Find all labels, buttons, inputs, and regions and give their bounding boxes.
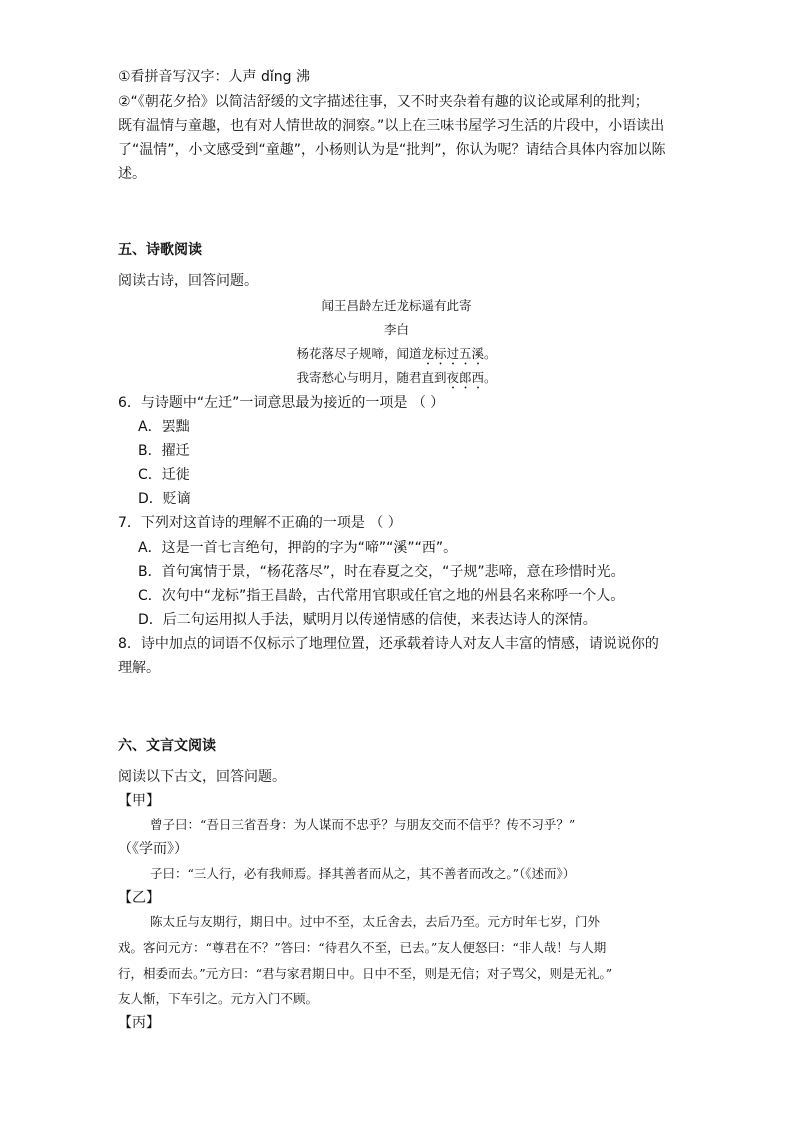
passage-label-bing: 【丙】 — [118, 1015, 160, 1031]
passage-label-yi: 【乙】 — [118, 890, 160, 906]
question-7: 7．下列对这首诗的理解不正确的一项是 （ ） — [118, 515, 402, 531]
question-7-option-b: B．首句寓情于景，“杨花落尽”，时在春夏之交，“子规”悲啼，意在珍惜时光。 — [138, 564, 625, 580]
section-heading-poetry: 五、诗歌阅读 — [118, 242, 202, 258]
poem-dotted-word-longbiao: 龙标过五溪 — [421, 346, 484, 361]
poem-line-1 — [0, 344, 793, 368]
question-7-option-d: D．后二句运用拟人手法，赋明月以传递情感的信使，来表达诗人的深情。 — [138, 612, 597, 628]
question-8-line-1: 8．诗中加点的词语不仅标示了地理位置，还承载着诗人对友人丰富的情感，请说说你的 — [118, 636, 659, 652]
question-2-line-4: 述。 — [118, 166, 146, 182]
question-2-line-3: 了“温情”，小文感受到“童趣”，小杨则认为是“批判”，你认为呢？请结合具体内容加以陈 — [118, 142, 666, 158]
question-2-line-2: 既有温情与童趣，也有对人情世故的洞察。”以上在三味书屋学习生活的片段中，小语读出 — [118, 118, 665, 134]
poem-line-1-post: 。 — [484, 346, 497, 361]
yi-line-1: 陈太丘与友期行，期日中。过中不至，太丘舍去，去后乃至。元方时年七岁，门外 — [150, 914, 601, 929]
question-6-option-a: A．罢黜 — [138, 419, 190, 435]
question-6-option-c: C．迁徙 — [138, 467, 190, 483]
question-2-line-1: ②“《朝花夕拾》以简洁舒缓的文字描述往事，又不时夹杂着有趣的议论或犀利的批判； — [118, 94, 649, 110]
question-7-option-a: A．这是一首七言绝句，押韵的字为“啼”“溪”“西”。 — [138, 540, 458, 556]
poetry-instruction: 阅读古诗，回答问题。 — [118, 273, 258, 289]
poem-line-2 — [0, 368, 793, 392]
section-heading-classical: 六、文言文阅读 — [118, 738, 216, 754]
jia-paragraph-2: 子曰：“三人行，必有我师焉。择其善者而从之，其不善者而改之。”（《述而》） — [150, 866, 576, 881]
jia-paragraph-1-source: （《学而》） — [118, 841, 188, 857]
question-6: 6．与诗题中“左迁”一词意思最为接近的一项是 （ ） — [118, 395, 445, 411]
poem-title: 闻王昌龄左迁龙标遥有此寄 — [321, 298, 472, 313]
question-7-option-c: C．次句中“龙标”指王昌龄，古代常用官职或任官之地的州县名来称呼一个人。 — [138, 588, 625, 604]
poem-line-2-post: 。 — [484, 370, 497, 385]
poem-line-1-pre: 杨花落尽子规啼，闻道 — [296, 346, 422, 361]
passage-label-jia: 【甲】 — [118, 793, 160, 809]
question-8-line-2: 理解。 — [118, 660, 160, 676]
jia-paragraph-1: 曾子曰：“吾日三省吾身：为人谋而不忠乎？与朋友交而不信乎？传不习乎？” — [150, 817, 576, 832]
yi-line-2: 戏。客问元方：“尊君在不？”答曰：“待君久不至，已去。”友人便怒曰：“非人哉！与人期 — [118, 940, 607, 955]
poem-line-2-pre: 我寄愁心与明月，随君直到 — [296, 370, 447, 385]
poem-author: 李白 — [383, 322, 409, 337]
yi-line-3: 行，相委而去。”元方曰：“君与家君期日中。日中不至，则是无信；对子骂父，则是无礼。” — [118, 966, 613, 981]
classical-instruction: 阅读以下古文，回答问题。 — [118, 769, 286, 785]
question-1-pinyin: ①看拼音写汉字：人声 dǐng 沸 — [118, 69, 310, 85]
yi-line-4: 友人惭，下车引之。元方入门不顾。 — [118, 991, 319, 1006]
question-6-option-b: B．擢迁 — [138, 443, 190, 459]
question-6-option-d: D．贬谪 — [138, 491, 191, 507]
poem-dotted-word-yelang: 夜郎西 — [446, 370, 484, 385]
